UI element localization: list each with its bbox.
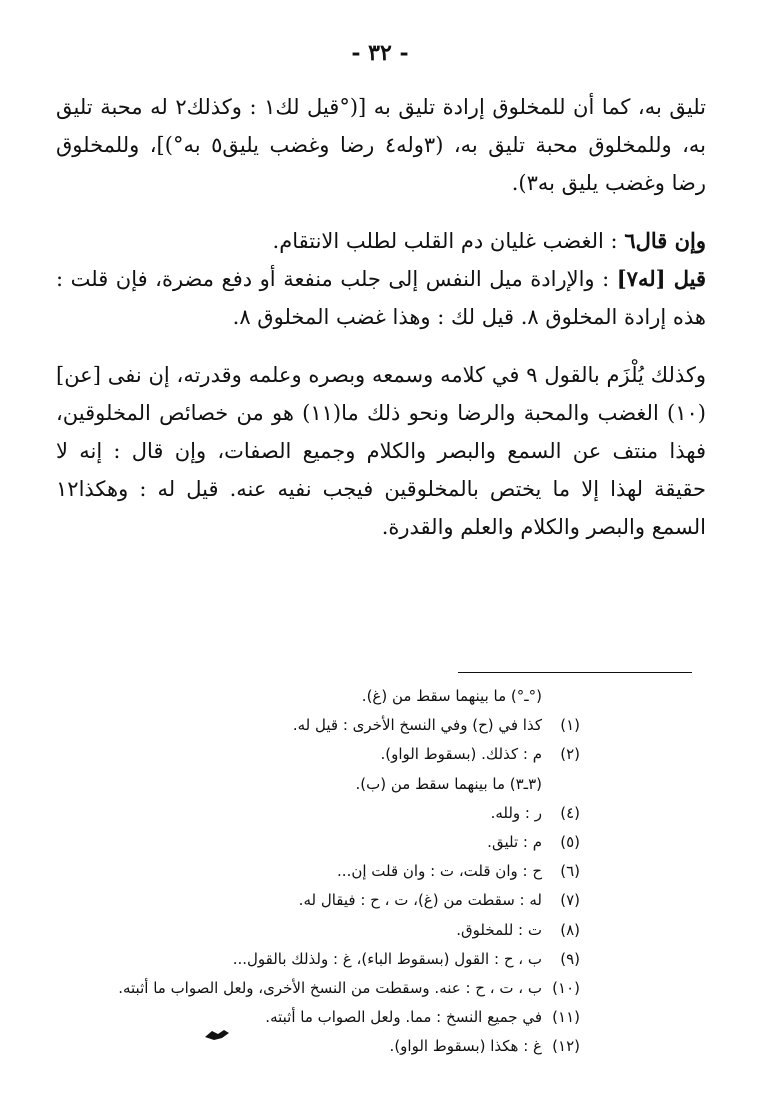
footnote-number: (١) [560, 716, 580, 735]
footnote [60, 770, 580, 799]
footnote [60, 945, 580, 974]
page-number: - ٣٢ - [351, 40, 409, 66]
footnote [60, 886, 580, 915]
footnote-number: (٥) [560, 833, 580, 852]
footnote-text: له : سقطت من (غ)، ت ، ح : فيقال له. [298, 891, 542, 910]
footnote [60, 711, 580, 740]
paragraph-1 [56, 88, 706, 202]
paragraph-4 [56, 356, 706, 546]
footnote-text: م : تليق. [487, 833, 542, 852]
footnote-number: (١٢) [552, 1037, 580, 1056]
footnote-number: (٧) [560, 891, 580, 910]
footnote-number: (٦) [560, 862, 580, 881]
footnote [60, 828, 580, 857]
footnote-number: (٨) [560, 920, 580, 939]
footnote [60, 682, 580, 711]
footnote [60, 1032, 580, 1061]
footnote-number: (١١) [552, 1008, 580, 1027]
footnote-text: في جميع النسخ : مما. ولعل الصواب ما أثبته. [265, 1008, 542, 1027]
footnote [60, 1003, 580, 1032]
footnote [60, 974, 580, 1003]
main-text [56, 88, 706, 546]
footnote-text: ت : للمخلوق. [456, 920, 542, 939]
footnote-text: م : كذلك. (بسقوط الواو). [380, 745, 542, 764]
footnote [60, 916, 580, 945]
footnote-text: ر : ولله. [490, 803, 542, 822]
footnote-number: (٢) [560, 745, 580, 764]
footnote [60, 740, 580, 769]
paragraph-text: وكذلك يُلْزَم بالقول ٩ في كلامه وسمعه وبصره وعلمه وقدرته، إن نفى [عن](١٠) الغضب والمحبة والرضا ونحو ذلك ما(١١) هو من خصائص المخلوقين، فهذا منتف عن السمع والبصر والكلام وجميع الصفات، وإن قال : إنه لا حقيقة لهذا إلا ما يختص بالمخلوقين فيجب نفيه عنه. قيل له : وهكذا١٢ السمع والبصر والكلام والعلم والقدرة. [56, 363, 706, 539]
footnote [60, 799, 580, 828]
footnote-text: ح : وان قلت، ت : وان قلت إن... [337, 862, 542, 881]
footnote-number: (١٠) [552, 979, 580, 998]
footnote-text: غ : هكذا (بسقوط الواو). [389, 1037, 542, 1056]
footnote-divider [458, 672, 692, 673]
footnote-text: ب ، ت ، ح : عنه. وسقطت من النسخ الأخرى، ولعل الصواب ما أثبته. [118, 979, 542, 998]
ink-blot-mark [204, 1028, 230, 1042]
footnote-text: ب ، ح : القول (بسقوط الباء)، غ : ولذلك بالقول... [232, 949, 542, 968]
paragraph-gap [56, 202, 706, 222]
footnote-text: (°ـ°) ما بينهما سقط من (غ). [361, 687, 542, 705]
paragraph-text: : الغضب غليان دم القلب لطلب الانتقام. [272, 229, 625, 253]
footnotes [60, 682, 580, 1062]
footnote [60, 857, 580, 886]
paragraph-text: : والإرادة ميل النفس إلى جلب منفعة أو دفع مضرة، فإن قلت : هذه إرادة المخلوق ٨. قيل لك : وهذا غضب المخلوق ٨. [56, 267, 706, 329]
footnote-number: (٩) [560, 949, 580, 968]
paragraph-gap [56, 336, 706, 356]
footnote-number: (٤) [560, 803, 580, 822]
paragraph-lead: قيل [له٧] [616, 266, 706, 291]
paragraph-2 [56, 222, 706, 260]
footnote-text: (٣ـ٣) ما بينهما سقط من (ب). [355, 774, 542, 793]
paragraph-text: تليق به، كما أن للمخلوق إرادة تليق به [(°قيل لك١ : وكذلك٢ له محبة تليق به، وللمخلوق محبة تليق به، (٣وله٤ رضا وغضب يليق٥ به°)]، وللمخلوق رضا وغضب يليق به٣). [56, 95, 707, 195]
paragraph-3 [56, 260, 706, 336]
footnote-text: كذا في (ح) وفي النسخ الأخرى : قيل له. [292, 716, 542, 735]
paragraph-lead: وإن قال٦ [624, 228, 706, 253]
